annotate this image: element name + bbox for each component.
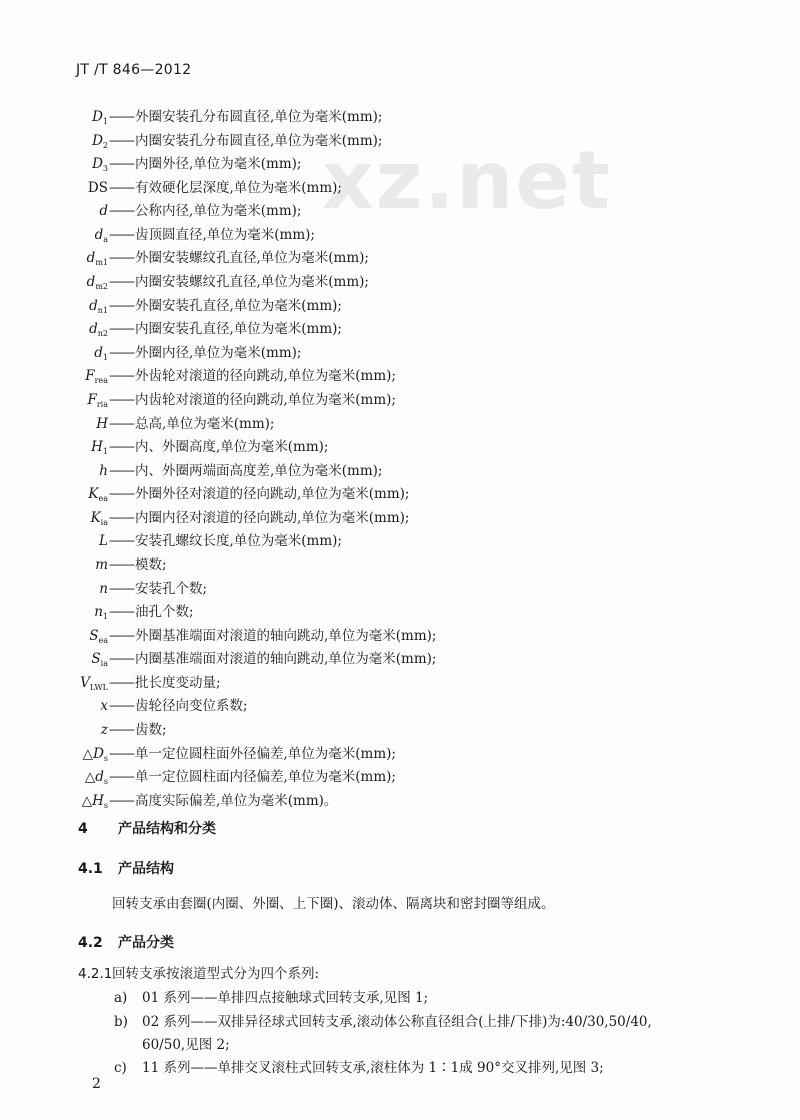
definition-row: [0, 625, 800, 649]
symbol: [0, 790, 108, 814]
definition-text: 内圈基准端面对滚道的轴向跳动,单位为毫米(mm);: [135, 651, 437, 668]
definition-row: [0, 365, 800, 389]
definition-dash: ——: [109, 722, 134, 739]
definition-dash: ——: [109, 580, 134, 597]
symbol: [0, 247, 108, 271]
symbol-subscript: rea: [94, 376, 108, 386]
symbol-letter: d: [89, 297, 98, 314]
symbol-letter: K: [90, 509, 101, 526]
symbol: [0, 342, 108, 366]
symbol-subscript: ia: [100, 517, 108, 527]
symbol: [0, 200, 108, 224]
definition-row: [0, 130, 800, 154]
definition-text: 安装孔个数;: [135, 580, 208, 597]
definition-text: 内、外圈高度,单位为毫米(mm);: [135, 439, 329, 456]
symbol: [0, 365, 108, 389]
clause-4-2-1: [78, 962, 319, 982]
delta-symbol: △: [82, 745, 94, 762]
symbol-subscript: n2: [97, 329, 108, 339]
list-text: 01 系列——单排四点接触球式回转支承,见图 1;: [142, 990, 429, 1006]
clause-number: 4.2.1: [78, 966, 113, 982]
symbol-subscript: 1: [102, 612, 108, 622]
definition-text: 单一定位圆柱面外径偏差,单位为毫米(mm);: [135, 745, 396, 762]
list-label: b): [114, 1014, 128, 1030]
symbol-subscript: ea: [98, 635, 108, 645]
symbol-subscript: s: [103, 800, 108, 810]
symbol-letter: H: [91, 439, 103, 456]
definition-text: 外圈安装孔分布圆直径,单位为毫米(mm);: [135, 109, 383, 125]
symbol-letter: H: [96, 415, 108, 432]
symbol-subscript: 1: [102, 352, 108, 362]
symbol-subscript: 3: [102, 164, 108, 174]
definition-text: 内圈外径,单位为毫米(mm);: [135, 156, 302, 173]
definition-dash: ——: [109, 462, 134, 479]
symbol: [0, 436, 108, 460]
symbol: [0, 625, 108, 649]
definition-text: 外圈安装孔直径,单位为毫米(mm);: [135, 297, 342, 314]
definition-row: [0, 153, 800, 177]
symbol-letter: d: [86, 274, 96, 291]
list-item-b: [114, 1010, 652, 1030]
list-text: 11 系列——单排交叉滚柱式回转支承,滚柱体为 1∶1成 90°交叉排列,见图 3;: [142, 1060, 604, 1076]
symbol-letter: F: [87, 391, 97, 408]
list-item-c: [114, 1056, 604, 1076]
symbol-letter: d: [95, 769, 104, 786]
symbol-letter: L: [99, 533, 108, 550]
definition-dash: ——: [109, 344, 134, 361]
definition-dash: ——: [109, 792, 134, 809]
definition-row: [0, 200, 800, 224]
definition-dash: ——: [109, 769, 134, 786]
symbol: [0, 507, 108, 531]
symbol-subscript: ria: [96, 399, 108, 409]
symbol-letter: D: [92, 132, 103, 149]
symbol-letter: d: [86, 250, 96, 267]
definition-row: [0, 436, 800, 460]
delta-symbol: △: [84, 769, 96, 786]
symbol-subscript: s: [103, 753, 108, 763]
definition-row: [0, 648, 800, 672]
section-number: 4.1: [78, 861, 103, 877]
definition-row: [0, 578, 800, 602]
definition-dash: ——: [109, 509, 134, 526]
symbol: [0, 389, 108, 413]
symbol-letter: V: [80, 674, 90, 691]
definition-row: [0, 247, 800, 271]
symbol-subscript: 2: [102, 140, 108, 150]
definition-text: 单一定位圆柱面内径偏差,单位为毫米(mm);: [135, 769, 396, 786]
symbol-letter: d: [99, 203, 108, 220]
symbol: [0, 224, 108, 248]
symbol-subscript: ia: [100, 659, 108, 669]
definition-dash: ——: [109, 250, 134, 267]
symbol: [0, 295, 108, 319]
section-title: 产品分类: [118, 935, 174, 951]
definition-dash: ——: [109, 698, 134, 715]
symbol-subscript: s: [103, 777, 108, 787]
definition-text: 内、外圈两端面高度差,单位为毫米(mm);: [135, 462, 383, 479]
section-4-1-heading: [78, 858, 174, 878]
symbol: [0, 648, 108, 672]
definition-text: 外圈外径对滚道的径向跳动,单位为毫米(mm);: [135, 486, 410, 503]
definition-text: 有效硬化层深度,单位为毫米(mm);: [135, 179, 342, 196]
symbol-letter: d: [94, 226, 104, 243]
symbol-letter: n: [99, 580, 108, 597]
definition-text: 外圈安装螺纹孔直径,单位为毫米(mm);: [135, 250, 369, 267]
definition-dash: ——: [109, 109, 134, 125]
definition-dash: ——: [109, 415, 134, 432]
definition-row: [0, 743, 800, 767]
symbol: [0, 483, 108, 507]
symbol: [0, 530, 108, 554]
symbol: [0, 578, 108, 602]
definition-row: [0, 389, 800, 413]
definition-text: 批长度变动量;: [135, 674, 221, 691]
definition-row: [0, 295, 800, 319]
page-number: 2: [92, 1076, 101, 1092]
definition-dash: ——: [109, 368, 134, 385]
symbol-letter: d: [94, 344, 103, 361]
definition-row: [0, 695, 800, 719]
definition-dash: ——: [109, 556, 134, 573]
symbol-letter: z: [100, 722, 108, 739]
definition-row: [0, 413, 800, 437]
symbol-letter: DS: [87, 179, 108, 196]
symbol: [0, 743, 108, 767]
definition-row: [0, 719, 800, 743]
symbol-letter: K: [88, 486, 99, 503]
delta-symbol: △: [81, 792, 93, 809]
definition-text: 内圈安装孔分布圆直径,单位为毫米(mm);: [135, 132, 383, 149]
symbol-letter: H: [92, 792, 104, 809]
definition-dash: ——: [109, 674, 134, 691]
list-text: 02 系列——双排异径球式回转支承,滚动体公称直径组合(上排/下排)为:40/30,50/40,: [142, 1014, 652, 1030]
definition-text: 总高,单位为毫米(mm);: [135, 415, 275, 432]
symbol: [0, 106, 108, 130]
section-4-heading: [78, 818, 216, 838]
symbol-letter: S: [91, 651, 101, 668]
symbol: [0, 460, 108, 484]
symbol: [0, 601, 108, 625]
symbol-letter: n: [94, 604, 103, 621]
symbol-subscript: 1: [102, 447, 108, 457]
symbol-subscript: LWL: [89, 682, 108, 692]
definition-text: 外齿轮对滚道的径向跳动,单位为毫米(mm);: [135, 368, 396, 385]
section-number: 4.2: [78, 935, 103, 951]
definition-text: 油孔个数;: [135, 604, 194, 621]
definition-text: 安装孔螺纹长度,单位为毫米(mm);: [135, 533, 342, 550]
definition-row: [0, 177, 800, 201]
symbol: [0, 318, 108, 342]
definition-row: [0, 601, 800, 625]
definition-row: [0, 554, 800, 578]
definition-dash: ——: [109, 627, 134, 644]
symbol-subscript: m2: [95, 282, 108, 292]
symbol-letter: x: [100, 698, 108, 715]
definition-row: [0, 106, 800, 130]
section-4-1-body: 回转支承由套圈(内圈、外圈、上下圈)、滚动体、隔离块和密封圈等组成。: [112, 896, 555, 912]
symbol-letter: d: [89, 321, 98, 338]
definition-text: 内圈内径对滚道的径向跳动,单位为毫米(mm);: [135, 509, 410, 526]
symbol-letter: F: [85, 368, 95, 385]
section-4-2-heading: [78, 932, 174, 952]
section-title: 产品结构: [118, 861, 174, 877]
definition-text: 齿数;: [135, 722, 167, 739]
definition-dash: ——: [109, 486, 134, 503]
symbol-subscript: m1: [95, 258, 108, 268]
definition-text: 内齿轮对滚道的径向跳动,单位为毫米(mm);: [135, 391, 396, 408]
symbol-subscript: n1: [97, 305, 108, 315]
symbol-definition-list: [0, 106, 800, 813]
list-item-a: [114, 986, 428, 1006]
definition-row: [0, 318, 800, 342]
definition-dash: ——: [109, 274, 134, 291]
definition-dash: ——: [109, 391, 134, 408]
symbol: [0, 719, 108, 743]
definition-dash: ——: [109, 226, 134, 243]
symbol: [0, 766, 108, 790]
definition-text: 公称内径,单位为毫米(mm);: [135, 203, 302, 220]
definition-row: [0, 530, 800, 554]
definition-dash: ——: [109, 297, 134, 314]
symbol: [0, 177, 108, 201]
definition-row: [0, 224, 800, 248]
symbol-letter: h: [99, 462, 108, 479]
definition-row: [0, 766, 800, 790]
definition-text: 外圈基准端面对滚道的轴向跳动,单位为毫米(mm);: [135, 627, 437, 644]
symbol: [0, 554, 108, 578]
definition-text: 高度实际偏差,单位为毫米(mm)。: [135, 792, 338, 809]
symbol-letter: D: [92, 156, 103, 173]
list-item-b-continuation: 60/50,见图 2;: [142, 1037, 230, 1053]
definition-row: [0, 460, 800, 484]
symbol-subscript: a: [103, 234, 108, 244]
definition-dash: ——: [109, 179, 134, 196]
symbol-subscript: 1: [102, 117, 108, 126]
definition-text: 内圈安装孔直径,单位为毫米(mm);: [135, 321, 342, 338]
definition-text: 模数;: [135, 556, 167, 573]
definition-dash: ——: [109, 439, 134, 456]
definition-dash: ——: [109, 132, 134, 149]
definition-dash: ——: [109, 604, 134, 621]
definition-text: 齿轮径向变位系数;: [135, 698, 248, 715]
definition-row: [0, 271, 800, 295]
definition-dash: ——: [109, 321, 134, 338]
symbol: [0, 130, 108, 154]
definition-dash: ——: [109, 745, 134, 762]
definition-row: [0, 483, 800, 507]
definition-row: [0, 342, 800, 366]
symbol: [0, 672, 108, 696]
symbol: [0, 271, 108, 295]
list-label: a): [114, 990, 128, 1006]
definition-dash: ——: [109, 156, 134, 173]
symbol-letter: S: [89, 627, 99, 644]
list-label: c): [114, 1060, 127, 1076]
watermark: xz.net: [322, 134, 613, 227]
symbol-letter: D: [93, 745, 104, 762]
definition-dash: ——: [109, 203, 134, 220]
definition-text: 外圈内径,单位为毫米(mm);: [135, 344, 302, 361]
definition-dash: ——: [109, 651, 134, 668]
symbol-subscript: ea: [98, 494, 108, 504]
definition-text: 内圈安装螺纹孔直径,单位为毫米(mm);: [135, 274, 369, 291]
definition-dash: ——: [109, 533, 134, 550]
symbol: [0, 413, 108, 437]
definition-row: [0, 507, 800, 531]
symbol-letter: D: [92, 109, 103, 125]
definition-row: [0, 672, 800, 696]
section-title: 产品结构和分类: [118, 821, 216, 837]
standard-code-header: JT /T 846—2012: [76, 62, 192, 78]
symbol: [0, 695, 108, 719]
clause-text: 回转支承按滚道型式分为四个系列:: [112, 966, 320, 982]
section-number: 4: [78, 821, 88, 837]
definition-text: 齿顶圆直径,单位为毫米(mm);: [135, 226, 315, 243]
symbol: [0, 153, 108, 177]
definition-row: [0, 790, 800, 814]
symbol-letter: m: [95, 556, 108, 573]
